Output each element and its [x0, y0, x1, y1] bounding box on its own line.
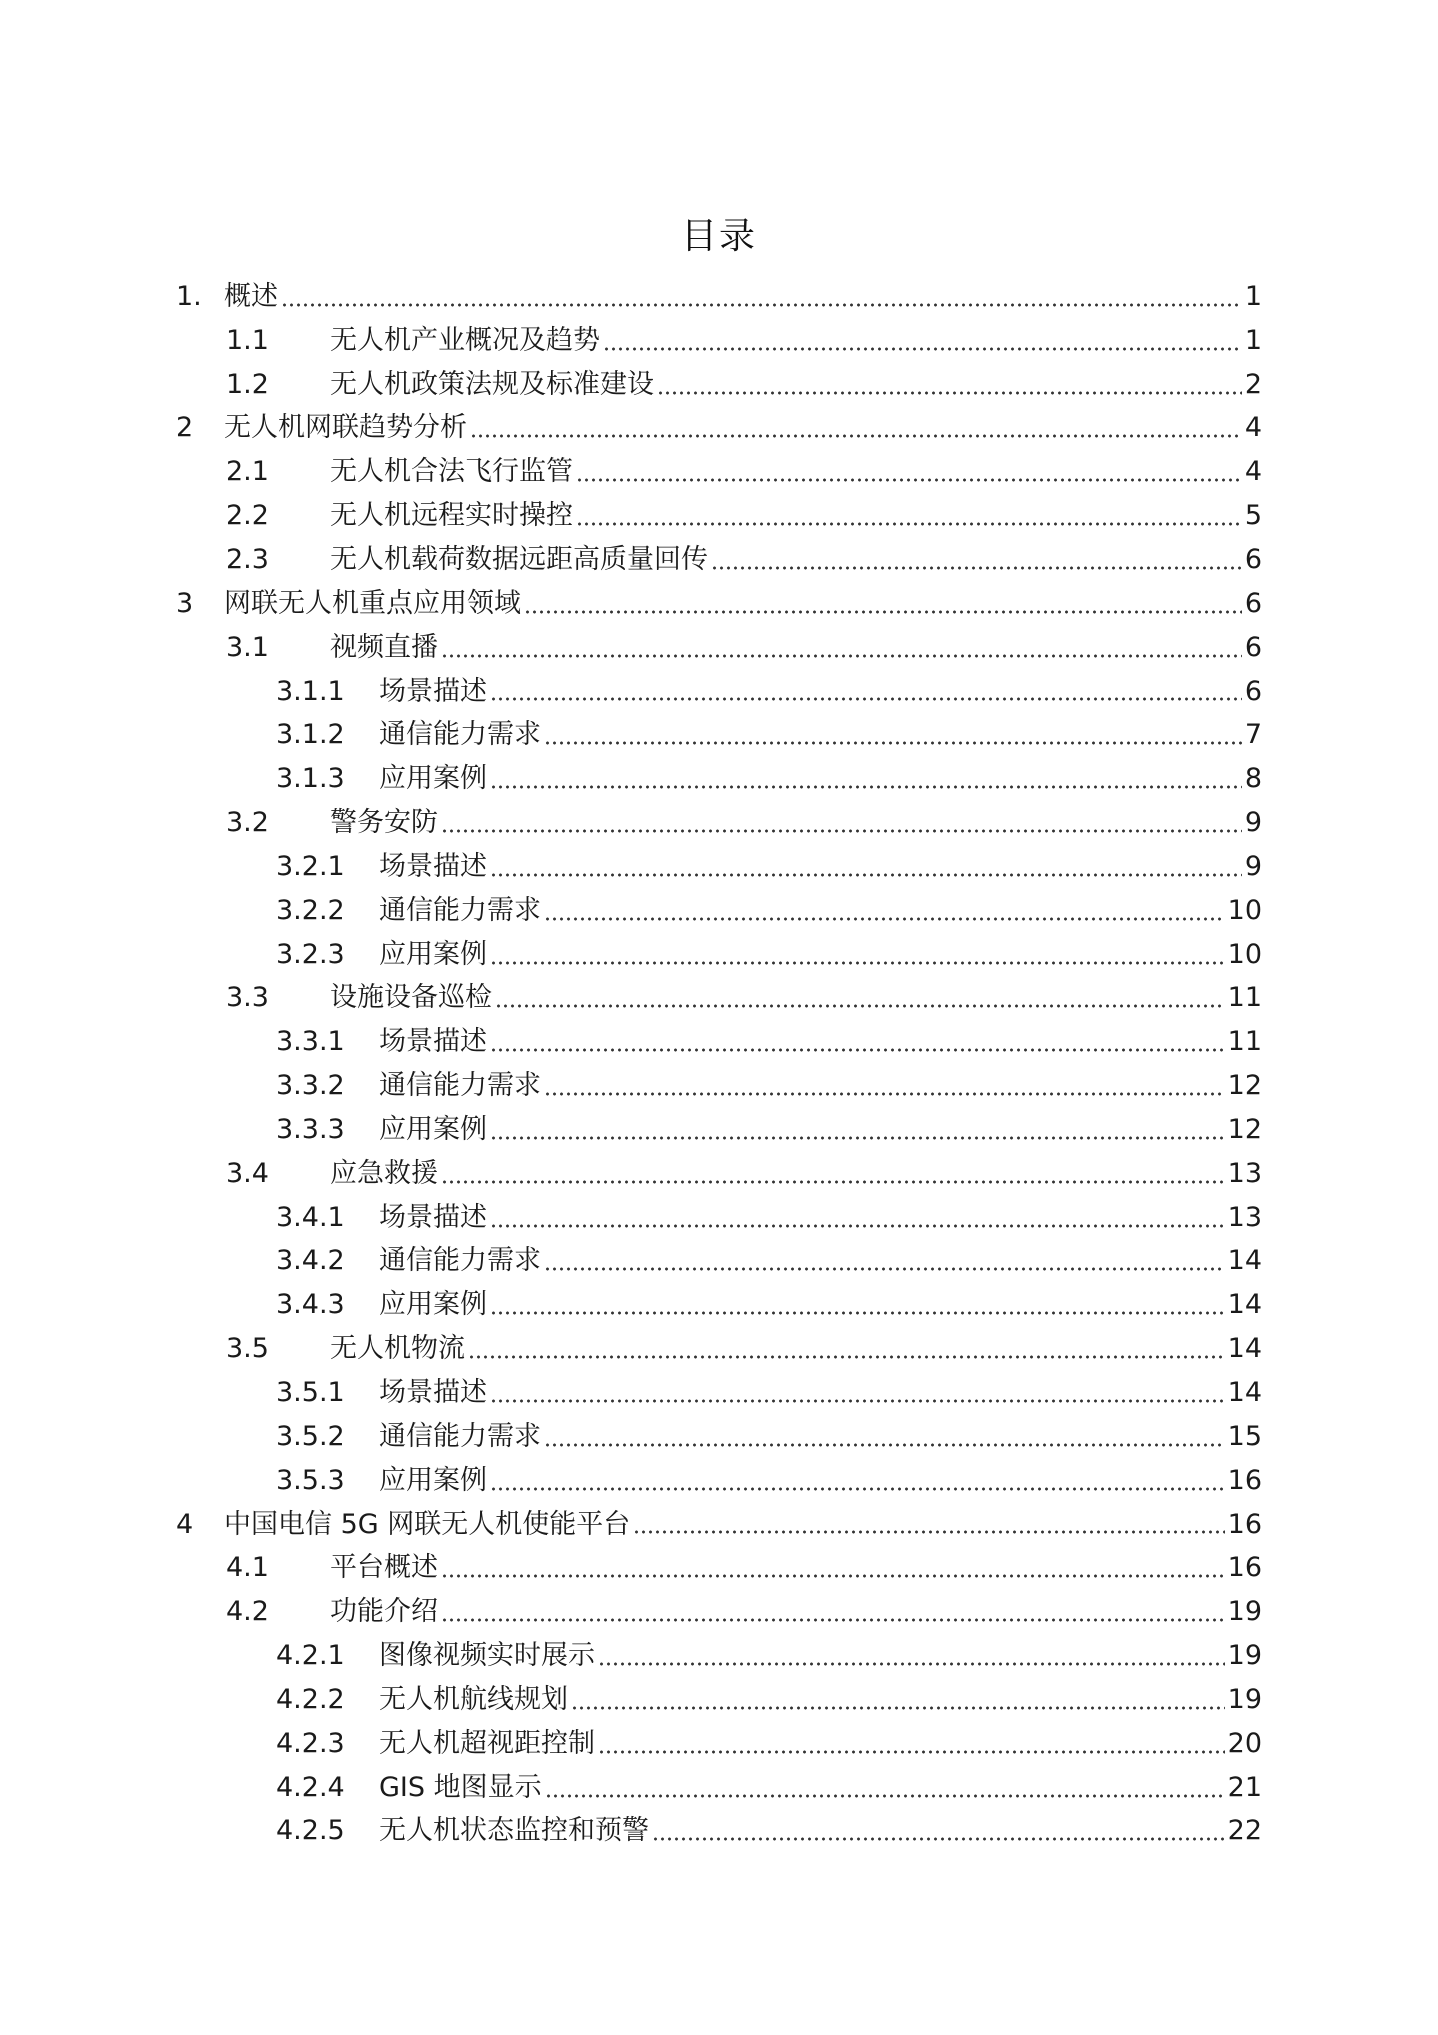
toc-entry-title: 功能介绍	[330, 1596, 438, 1628]
toc-dot-leader	[490, 1048, 1225, 1052]
toc-entry[interactable]	[176, 1064, 1262, 1108]
toc-entry-page-number: 19	[1227, 1640, 1262, 1672]
toc-entry-page-number: 9	[1244, 807, 1262, 839]
toc-entry-page-number: 4	[1244, 456, 1262, 488]
toc-entry-page-number: 8	[1244, 763, 1262, 795]
toc-entry-page-number: 14	[1227, 1245, 1262, 1277]
toc-entry-title: 无人机远程实时操控	[330, 500, 573, 532]
toc-entry-number: 3.2	[226, 807, 269, 839]
toc-entry-number: 4.2.2	[276, 1683, 345, 1715]
toc-dot-leader	[441, 1618, 1225, 1622]
toc-dot-leader	[490, 1487, 1225, 1491]
toc-entry-page-number: 12	[1227, 1070, 1262, 1102]
toc-entry-page-number: 6	[1244, 631, 1262, 663]
toc-entry-page-number: 16	[1227, 1464, 1262, 1496]
toc-entry-title: 无人机物流	[330, 1333, 465, 1365]
toc-entry[interactable]	[176, 1020, 1262, 1064]
toc-dot-leader	[490, 1136, 1225, 1140]
toc-entry[interactable]	[176, 1152, 1262, 1196]
toc-entry-number: 3.4.2	[276, 1245, 345, 1277]
toc-entry[interactable]	[176, 1196, 1262, 1240]
toc-entry-number: 3.1.2	[276, 719, 345, 751]
toc-entry[interactable]	[176, 1766, 1262, 1810]
toc-dot-leader	[633, 1530, 1224, 1534]
toc-dot-leader	[571, 1706, 1225, 1710]
toc-dot-leader	[490, 1311, 1225, 1315]
toc-entry-title: 无人机超视距控制	[379, 1727, 595, 1759]
toc-entry-number: 3.3.2	[276, 1070, 345, 1102]
toc-entry[interactable]	[176, 1810, 1262, 1854]
toc-dot-leader	[544, 1267, 1225, 1271]
toc-entry[interactable]	[176, 845, 1262, 889]
toc-entry-title: 图像视频实时展示	[379, 1640, 595, 1672]
toc-entry[interactable]	[176, 582, 1262, 626]
toc-entry-page-number: 2	[1244, 368, 1262, 400]
toc-entry[interactable]	[176, 1283, 1262, 1327]
toc-entry-title: 通信能力需求	[379, 1420, 541, 1452]
toc-entry-title: 通信能力需求	[379, 1245, 541, 1277]
toc-entry-number: 3.3.1	[276, 1026, 345, 1058]
toc-entry-page-number: 5	[1244, 500, 1262, 532]
toc-entry-number: 3.3.3	[276, 1113, 345, 1145]
toc-entry-title: 应用案例	[379, 1289, 487, 1321]
toc-entry-title: 通信能力需求	[379, 1070, 541, 1102]
toc-entry[interactable]	[176, 319, 1262, 363]
toc-entry-title: 应用案例	[379, 1113, 487, 1145]
toc-dot-leader	[468, 1355, 1225, 1359]
toc-entry-page-number: 16	[1227, 1508, 1262, 1540]
toc-dot-leader	[490, 785, 1242, 789]
toc-dot-leader	[441, 829, 1242, 833]
toc-dot-leader	[652, 1837, 1225, 1841]
toc-entry-page-number: 16	[1227, 1552, 1262, 1584]
toc-entry-title: 无人机状态监控和预警	[379, 1815, 649, 1847]
toc-entry-page-number: 20	[1227, 1727, 1262, 1759]
toc-entry-title: 场景描述	[379, 1026, 487, 1058]
toc-dot-leader	[441, 1180, 1225, 1184]
toc-entry[interactable]	[176, 1503, 1262, 1547]
toc-entry-title: 应用案例	[379, 1464, 487, 1496]
toc-dot-leader	[576, 522, 1242, 526]
toc-entry-number: 4.1	[226, 1552, 269, 1584]
toc-entry-page-number: 13	[1227, 1157, 1262, 1189]
toc-entry-page-number: 12	[1227, 1113, 1262, 1145]
toc-dot-leader	[524, 610, 1242, 614]
toc-entry-page-number: 6	[1244, 543, 1262, 575]
toc-dot-leader	[598, 1750, 1225, 1754]
toc-dot-leader	[544, 917, 1225, 921]
toc-entry-page-number: 6	[1244, 675, 1262, 707]
toc-entry-page-number: 19	[1227, 1683, 1262, 1715]
toc-entry-title: 应用案例	[379, 763, 487, 795]
toc-entry-number: 3.4.3	[276, 1289, 345, 1321]
toc-entry-title: 通信能力需求	[379, 719, 541, 751]
toc-entry[interactable]	[176, 1634, 1262, 1678]
toc-dot-leader	[598, 1662, 1225, 1666]
toc-entry-title: 应用案例	[379, 938, 487, 970]
toc-entry-page-number: 4	[1244, 412, 1262, 444]
toc-dot-leader	[711, 566, 1242, 570]
toc-entry[interactable]	[176, 450, 1262, 494]
toc-entry-title: 无人机产业概况及趋势	[330, 324, 600, 356]
toc-entry-title: 平台概述	[330, 1552, 438, 1584]
toc-entry[interactable]	[176, 1459, 1262, 1503]
toc-entry-number: 3.5	[226, 1333, 269, 1365]
toc-entry[interactable]	[176, 538, 1262, 582]
toc-entry-number: 4.2.1	[276, 1640, 345, 1672]
toc-entry-page-number: 14	[1227, 1333, 1262, 1365]
toc-dot-leader	[490, 873, 1242, 877]
toc-entry[interactable]	[176, 494, 1262, 538]
toc-entry-number: 3.2.3	[276, 938, 345, 970]
toc-entry[interactable]	[176, 977, 1262, 1021]
toc-entry-page-number: 7	[1244, 719, 1262, 751]
toc-dot-leader	[490, 1224, 1225, 1228]
toc-entry[interactable]	[176, 757, 1262, 801]
toc-entry[interactable]	[176, 1371, 1262, 1415]
toc-entry-title: 无人机政策法规及标准建设	[330, 368, 654, 400]
toc-entry[interactable]	[176, 713, 1262, 757]
toc-entry-page-number: 19	[1227, 1596, 1262, 1628]
toc-entry-number: 4	[176, 1508, 194, 1540]
toc-entry-page-number: 22	[1227, 1815, 1262, 1847]
toc-entry-page-number: 14	[1227, 1377, 1262, 1409]
toc-entry-number: 1.1	[226, 324, 269, 356]
toc-entry-page-number: 21	[1227, 1771, 1262, 1803]
toc-entry-title: 无人机航线规划	[379, 1683, 568, 1715]
toc-entry-title: 网联无人机重点应用领域	[224, 587, 521, 619]
toc-entry-page-number: 11	[1227, 982, 1262, 1014]
toc-entry-title: 概述	[224, 280, 278, 312]
toc-entry-number: 1.2	[226, 368, 269, 400]
toc-entry[interactable]	[176, 275, 1262, 319]
toc-entry-page-number: 1	[1244, 280, 1262, 312]
toc-entry-page-number: 14	[1227, 1289, 1262, 1321]
toc-entry-title: 应急救援	[330, 1157, 438, 1189]
toc-entry[interactable]	[176, 626, 1262, 670]
toc-entry-page-number: 13	[1227, 1201, 1262, 1233]
toc-entry-title: 场景描述	[379, 1377, 487, 1409]
toc-dot-leader	[544, 1092, 1225, 1096]
toc-dot-leader	[545, 1794, 1225, 1798]
toc-entry[interactable]	[176, 1722, 1262, 1766]
toc-entry-number: 3	[176, 587, 194, 619]
toc-entry-number: 4.2	[226, 1596, 269, 1628]
toc-entry[interactable]	[176, 933, 1262, 977]
toc-dot-leader	[603, 347, 1242, 351]
toc-entry[interactable]	[176, 1327, 1262, 1371]
toc-entry-number: 3.2.2	[276, 894, 345, 926]
toc-entry[interactable]	[176, 670, 1262, 714]
toc-entry[interactable]	[176, 801, 1262, 845]
toc-entry-title: 场景描述	[379, 675, 487, 707]
toc-entry-page-number: 9	[1244, 850, 1262, 882]
toc-dot-leader	[441, 654, 1242, 658]
toc-entry-number: 4.2.3	[276, 1727, 345, 1759]
toc-entry[interactable]	[176, 1590, 1262, 1634]
toc-entry-number: 3.4.1	[276, 1201, 345, 1233]
toc-entry[interactable]	[176, 889, 1262, 933]
toc-entry-number: 3.1.3	[276, 763, 345, 795]
toc-dot-leader	[490, 697, 1242, 701]
toc-entry-number: 4.2.5	[276, 1815, 345, 1847]
toc-entry-number: 3.1.1	[276, 675, 345, 707]
toc-dot-leader	[490, 1399, 1225, 1403]
toc-entry[interactable]	[176, 1415, 1262, 1459]
toc-dot-leader	[495, 1004, 1225, 1008]
toc-entry-number: 3.3	[226, 982, 269, 1014]
toc-dot-leader	[544, 1443, 1225, 1447]
toc-entry[interactable]	[176, 1240, 1262, 1284]
toc-entry[interactable]	[176, 1678, 1262, 1722]
toc-entry-number: 3.5.2	[276, 1420, 345, 1452]
toc-dot-leader	[490, 961, 1225, 965]
toc-entry-title: 无人机网联趋势分析	[224, 412, 467, 444]
toc-entry-title: 警务安防	[330, 807, 438, 839]
toc-entry-number: 3.4	[226, 1157, 269, 1189]
toc-entry-page-number: 1	[1244, 324, 1262, 356]
toc-entry-title: 通信能力需求	[379, 894, 541, 926]
toc-entry[interactable]	[176, 407, 1262, 451]
toc-dot-leader	[441, 1574, 1225, 1578]
toc-dot-leader	[281, 303, 1242, 307]
toc-entry-number: 3.2.1	[276, 850, 345, 882]
toc-entry-page-number: 11	[1227, 1026, 1262, 1058]
toc-entry-number: 2.3	[226, 543, 269, 575]
toc-entry-title: 设施设备巡检	[330, 982, 492, 1014]
toc-list	[176, 275, 1262, 1853]
toc-entry-number: 3.1	[226, 631, 269, 663]
toc-entry-number: 3.5.3	[276, 1464, 345, 1496]
toc-dot-leader	[470, 434, 1242, 438]
toc-entry-number: 3.5.1	[276, 1377, 345, 1409]
toc-entry-title: 场景描述	[379, 1201, 487, 1233]
toc-entry-number: 1.	[176, 280, 202, 312]
toc-entry-title: 场景描述	[379, 850, 487, 882]
toc-entry[interactable]	[176, 1108, 1262, 1152]
toc-entry-page-number: 15	[1227, 1420, 1262, 1452]
toc-entry-page-number: 10	[1227, 894, 1262, 926]
toc-entry-title: 中国电信 5G 网联无人机使能平台	[224, 1508, 631, 1540]
toc-entry-title: 视频直播	[330, 631, 438, 663]
toc-title: 目录	[680, 216, 757, 257]
toc-entry-number: 4.2.4	[276, 1771, 345, 1803]
toc-entry-page-number: 10	[1227, 938, 1262, 970]
toc-dot-leader	[576, 478, 1242, 482]
toc-entry-title: 无人机载荷数据远距高质量回传	[330, 543, 708, 575]
toc-entry-title: GIS 地图显示	[379, 1771, 542, 1803]
toc-entry-number: 2.2	[226, 500, 269, 532]
toc-entry-page-number: 6	[1244, 587, 1262, 619]
toc-entry-number: 2.1	[226, 456, 269, 488]
toc-entry-number: 2	[176, 412, 194, 444]
toc-entry-title: 无人机合法飞行监管	[330, 456, 573, 488]
toc-dot-leader	[544, 741, 1242, 745]
toc-dot-leader	[657, 391, 1242, 395]
toc-entry[interactable]	[176, 1546, 1262, 1590]
toc-entry[interactable]	[176, 363, 1262, 407]
